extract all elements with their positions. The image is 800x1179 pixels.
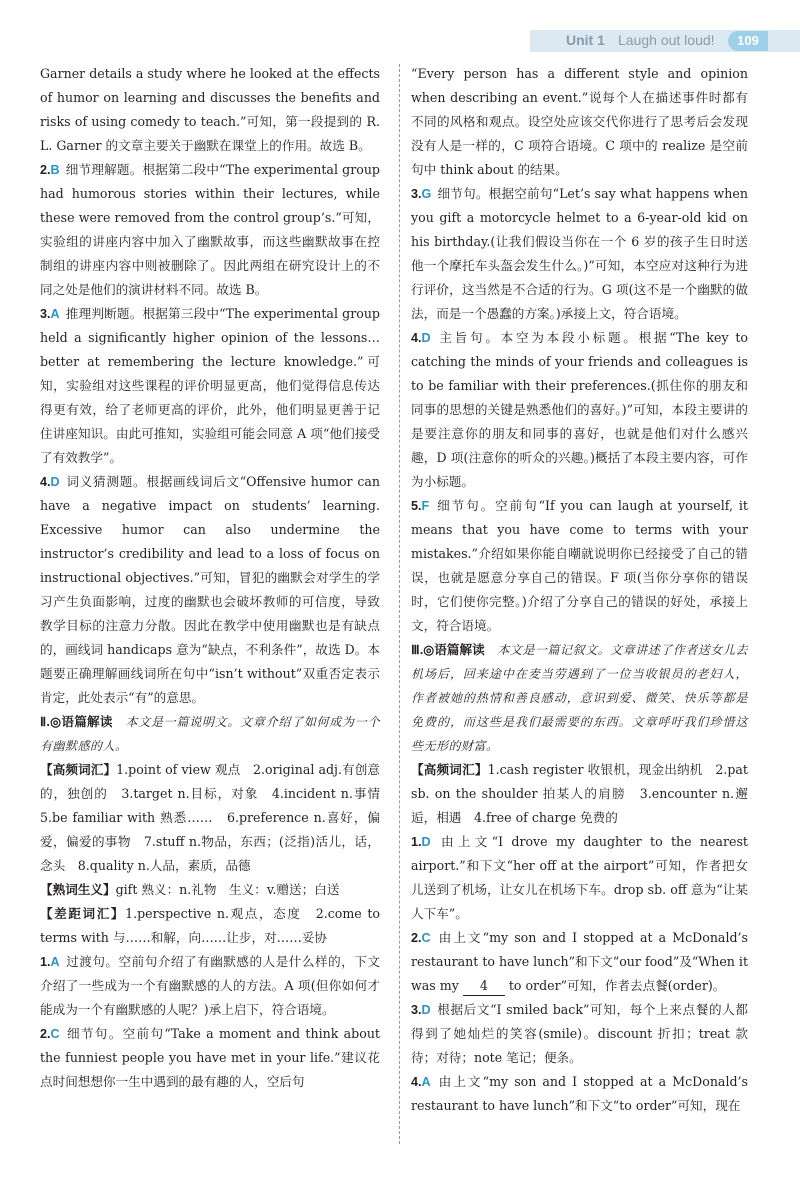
- answer-item: [411, 926, 748, 998]
- vocab-text: 1.perspective n.观点，态度 2.come to terms with 与……和解，向……让步，对……妥协: [40, 906, 380, 945]
- answer-letter: D: [421, 835, 431, 849]
- section-heading: [40, 710, 380, 758]
- explanation-text: to order”可知，作者去点餐(order)。: [504, 978, 726, 993]
- item-number: 4.: [411, 1075, 422, 1089]
- answer-letter: C: [421, 931, 431, 945]
- item-number: 1.: [411, 835, 422, 849]
- answer-letter: A: [421, 1075, 431, 1089]
- answer-letter: D: [421, 331, 431, 345]
- section-summary: 本文是一篇说明文。文章介绍了如何成为一个有幽默感的人。: [40, 715, 380, 753]
- item-number: 2.: [40, 163, 51, 177]
- vocab-block: [40, 902, 380, 950]
- vocab-text: 1.point of view 观点 2.original adj.有创意的，独创的 3.target n.目标，对象 4.incident n.事情 5.be familiar with 熟悉…… 6.preference n.喜好，偏爱，偏爱的事物 7.stuff n.物品，东西；(泛指)活儿，话，念头 8.quality n.人品，素质，品德: [40, 762, 393, 873]
- explanation-text: 根据后文“I smiled back”可知，每个上来点餐的人都得到了她灿烂的笑容(smile)。discount 折扣；treat 款待；对待；note 笔记；便条。: [411, 1002, 748, 1065]
- answer-letter: D: [50, 475, 60, 489]
- item-number: 3.: [411, 187, 422, 201]
- section-heading: [411, 638, 748, 758]
- item-number: 3.: [411, 1003, 422, 1017]
- explanation-text: 细节句。根据空前句“Let’s say what happens when you gift a motorcycle helmet to a 6-year-old kid on his birthday.(让我们假设当你在一个 6 岁的孩子生日时送他一个摩托车头盔会发生什么。)”可知，本空应对这种行为进行评价，这当然是不合适的行为。G 项(这不是一个幽默的做法，而是一个愚蠢的方案。)承接上文，符合语境。: [411, 186, 748, 321]
- answer-item: [411, 326, 748, 494]
- spacer: [485, 642, 498, 657]
- answer-item: [411, 1070, 748, 1118]
- vocab-text: 1.cash register 收银机，现金出纳机 2.pat sb. on the shoulder 拍某人的肩膀 3.encounter n.邂逅，相遇 4.free of charge 免费的: [411, 762, 748, 825]
- answer-letter: A: [50, 307, 60, 321]
- column-divider: [399, 64, 400, 1144]
- answer-item: [40, 158, 380, 302]
- unit-label: Unit 1: [566, 32, 605, 48]
- explanation-text: 主旨句。本空为本段小标题。根据“The key to catching the minds of your friends and colleagues is to be familiar with their preferences.(抓住你的朋友和同事的思想的关键是熟悉他们的喜好。)”可知，本段主要讲的是要注意你的朋友和同事的喜好，也就是他们对什么感兴趣，D 项(注意你的听众的兴趣。)概括了本段主要内容，可作为小标题。: [411, 330, 748, 489]
- right-column: [411, 62, 748, 1118]
- answer-item: [40, 470, 380, 710]
- page-header: [0, 0, 800, 56]
- item-number: 3.: [40, 307, 51, 321]
- section-label: Ⅱ.◎语篇解读: [40, 715, 113, 729]
- answer-letter: C: [50, 1027, 60, 1041]
- answer-letter: A: [50, 955, 60, 969]
- paragraph: Garner details a study where he looked at the effects of humor on learning and discusses the benefits and risks of using comedy to teach.”可知，第一段提到的 R. L. Garner 的文章主要关于幽默在课堂上的作用。故选 B。: [40, 66, 380, 153]
- blank-number: 4: [463, 977, 505, 996]
- answer-item: [411, 182, 748, 326]
- answer-item: [411, 998, 748, 1070]
- answer-item: [40, 302, 380, 470]
- answer-letter: G: [421, 187, 432, 201]
- explanation-text: 由上文“my son and I stopped at a McDonald’s restaurant to have lunch”和下文“to order”可知，现在: [411, 1074, 748, 1113]
- section-summary: 本文是一篇记叙文。文章讲述了作者送女儿去机场后，回来途中在麦当劳遇到了一位当收银员的老妇人，作者被她的热情和善良感动，意识到爱、微笑、快乐等都是免费的，而这些是我们最需要的东西。文章呼吁我们珍惜这些无形的财富。: [411, 643, 748, 753]
- explanation-text: 词义猜测题。根据画线词后文“Offensive humor can have a negative impact on students’ learning. Excessive humor can also undermine the instructor’s credibility and lead to a loss of focus on instructional objectives.”可知，冒犯的幽默会对学生的学习产生负面影响，过度的幽默也会破坏教师的可信度，导致教学目标的注意力分散。因此在教学中使用幽默也是有缺点的，画线词 handicaps 意为“缺点，不利条件”，故选 D。本题要正确理解画线词所在句中“isn’t without”双重否定表示肯定，此处表示“有”的意思。: [40, 474, 380, 705]
- item-number: 2.: [40, 1027, 51, 1041]
- answer-letter: D: [421, 1003, 431, 1017]
- left-column: [40, 62, 393, 1094]
- item-number: 1.: [40, 955, 51, 969]
- vocab-text: gift 熟义：n.礼物 生义：v.赠送；白送: [115, 882, 340, 897]
- vocab-label: 【差距词汇】: [40, 907, 126, 921]
- explanation-text: 细节句。空前句“If you can laugh at yourself, it means that you have come to terms with your mistakes.”介绍如果你能自嘲就说明你已经接受了自己的错误，也就是愿意分享自己的错误。F 项(当你分享你的错误时，它们使你完整。)介绍了分享自己的错误的好处，承接上文，符合语境。: [411, 498, 748, 633]
- vocab-block: [411, 758, 748, 830]
- explanation-text: 细节句。空前句“Take a moment and think about the funniest people you have met in your life.”建议花点时间想想你一生中遇到的最有趣的人，空后句: [40, 1026, 380, 1089]
- explanation-text: 由上文“I drove my daughter to the nearest airport.”和下文“her off at the airport”可知，作者把女儿送到了机场，让女儿在机场下车。drop sb. off 意为“让某人下车”。: [411, 834, 748, 921]
- vocab-label: 【高频词汇】: [411, 763, 488, 777]
- answer-item: [40, 950, 380, 1022]
- explanation-text: 过渡句。空前句介绍了有幽默感的人是什么样的，下文介绍了一些成为一个有幽默感的人的方法。A 项(但你如何才能成为一个有幽默感的人呢？)承上启下，符合语境。: [40, 954, 380, 1017]
- item-number: 2.: [411, 931, 422, 945]
- answer-item: [411, 494, 748, 638]
- vocab-block: [40, 878, 380, 902]
- answer-item: [411, 830, 748, 926]
- paragraph: “Every person has a different style and opinion when describing an event.”说每个人在描述事件时都有不同的风格和观点。设空处应该交代你进行了思考后会发现没有人是一样的，C 项符合语境。C 项中的 realize 是空前句中 think about 的结果。: [411, 66, 748, 177]
- explanation-text: 推理判断题。根据第三段中“The experimental group held a significantly higher opinion of the lessons…better at remembering the lecture knowledge.”可知，实验组对这些课程的评价明显更高，他们觉得信息传达得更有效，给了老师更高的评价，此外，他们明显更善于记住讲座知识。由此可推知，实验组可能会同意 A 项“他们接受了有效教学”。: [40, 306, 380, 465]
- item-number: 4.: [411, 331, 422, 345]
- section-label: Ⅲ.◎语篇解读: [411, 643, 485, 657]
- page-number: 109: [728, 31, 768, 51]
- answer-letter: B: [50, 163, 60, 177]
- unit-title: Laugh out loud!: [618, 32, 715, 48]
- explanation-text: 细节理解题。根据第二段中“The experimental group had humorous stories within their lectures, while these were removed from the control group’s.”可知，实验组的讲座内容中加入了幽默故事，而这些幽默故事在控制组的讲座内容中则被删除了。因此两组在研究设计上的不同之处是他们的演讲材料不同。故选 B。: [40, 162, 380, 297]
- vocab-label: 【高频词汇】: [40, 763, 117, 777]
- answer-item: [40, 1022, 380, 1094]
- vocab-block: [40, 758, 393, 878]
- item-number: 5.: [411, 499, 422, 513]
- item-number: 4.: [40, 475, 51, 489]
- vocab-label: 【熟词生义】: [40, 883, 116, 897]
- explanation-text: 由上文“my son and I stopped at a McDonald’s restaurant to have lunch”和下文“our food”及“When it was my: [411, 930, 749, 993]
- spacer: [113, 714, 126, 729]
- answer-letter: F: [421, 499, 430, 513]
